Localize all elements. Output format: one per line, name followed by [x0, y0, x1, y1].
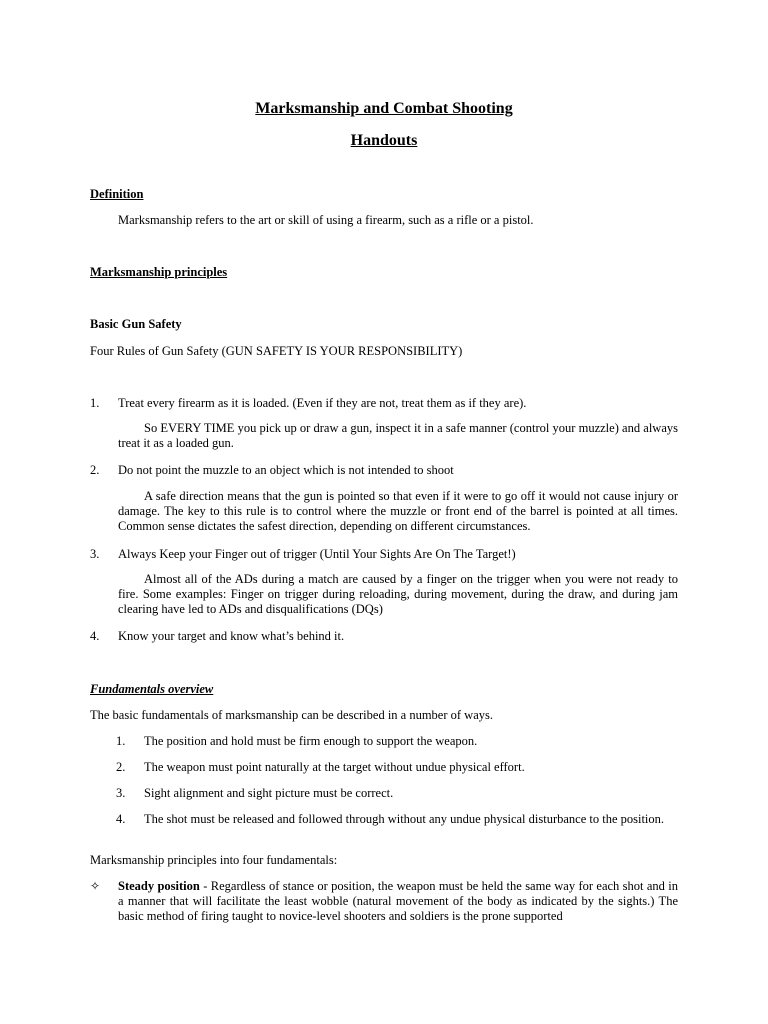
- fundamental-number: 4.: [116, 812, 126, 826]
- fundamental-text: The weapon must point naturally at the target without undue physical effort.: [144, 760, 525, 774]
- fundamental-number: 1.: [116, 734, 126, 748]
- principles-heading: Marksmanship principles: [90, 265, 228, 279]
- fundamental-text: The position and hold must be firm enough to support the weapon.: [144, 734, 478, 748]
- document-subtitle: Handouts: [350, 132, 418, 149]
- rule-text: Treat every firearm as it is loaded. (Even if they are not, treat them as if they are).: [118, 396, 527, 410]
- fundamental-number: 3.: [116, 786, 126, 800]
- rule-number: 1.: [90, 396, 100, 410]
- rule-text: Always Keep your Finger out of trigger (Until Your Sights Are On The Target!): [118, 547, 516, 561]
- definition-heading: Definition: [90, 187, 144, 201]
- document-title: Marksmanship and Combat Shooting: [255, 100, 513, 117]
- gun-safety-intro: Four Rules of Gun Safety (GUN SAFETY IS YOUR RESPONSIBILITY): [90, 344, 463, 358]
- rule-number: 3.: [90, 547, 100, 561]
- fundamental-text: Sight alignment and sight picture must be correct.: [144, 786, 394, 800]
- rule-number: 4.: [90, 629, 100, 643]
- four-fundamentals-intro: Marksmanship principles into four fundamentals:: [90, 853, 338, 867]
- rule-detail: A safe direction means that the gun is pointed so that even if it were to go off it would not cause injury or damage. The key to this rule is to control where the muzzle or front end of the barrel is pointed at all times. Common sense dictates the safest direction, depending on different circumstances.: [118, 489, 678, 533]
- fundamental-text: The shot must be released and followed through without any undue physical disturbance to the position.: [144, 812, 665, 826]
- fundamental-number: 2.: [116, 760, 126, 774]
- rule-text: Know your target and know what’s behind it.: [118, 629, 345, 643]
- steady-position-label: Steady position: [118, 879, 200, 893]
- steady-position-paragraph: [118, 879, 678, 924]
- rule-number: 2.: [90, 463, 100, 477]
- rule-detail: So EVERY TIME you pick up or draw a gun, inspect it in a safe manner (control your muzzle) and always treat it as a loaded gun.: [118, 421, 678, 450]
- fundamentals-heading: Fundamentals overview: [90, 682, 214, 696]
- definition-text: Marksmanship refers to the art or skill of using a firearm, such as a rifle or a pistol.: [118, 213, 534, 227]
- fundamentals-intro: The basic fundamentals of marksmanship can be described in a number of ways.: [90, 708, 493, 722]
- steady-position-text: - Regardless of stance or position, the weapon must be held the same way for each shot and in a manner that will facilitate the least wobble (natural movement of the body as indicated by the sights.) The basic method of firing taught to novice-level shooters and soldiers is the prone supported: [118, 879, 679, 923]
- rule-text: Do not point the muzzle to an object which is not intended to shoot: [118, 463, 454, 477]
- diamond-bullet-icon: ✧: [90, 879, 101, 893]
- rule-detail: Almost all of the ADs during a match are caused by a finger on the trigger when you were not ready to fire. Some examples: Finger on trigger during reloading, during movement, during the draw, and during jam clearing have led to ADs and disqualifications (DQs): [118, 572, 678, 616]
- gun-safety-heading: Basic Gun Safety: [90, 317, 182, 331]
